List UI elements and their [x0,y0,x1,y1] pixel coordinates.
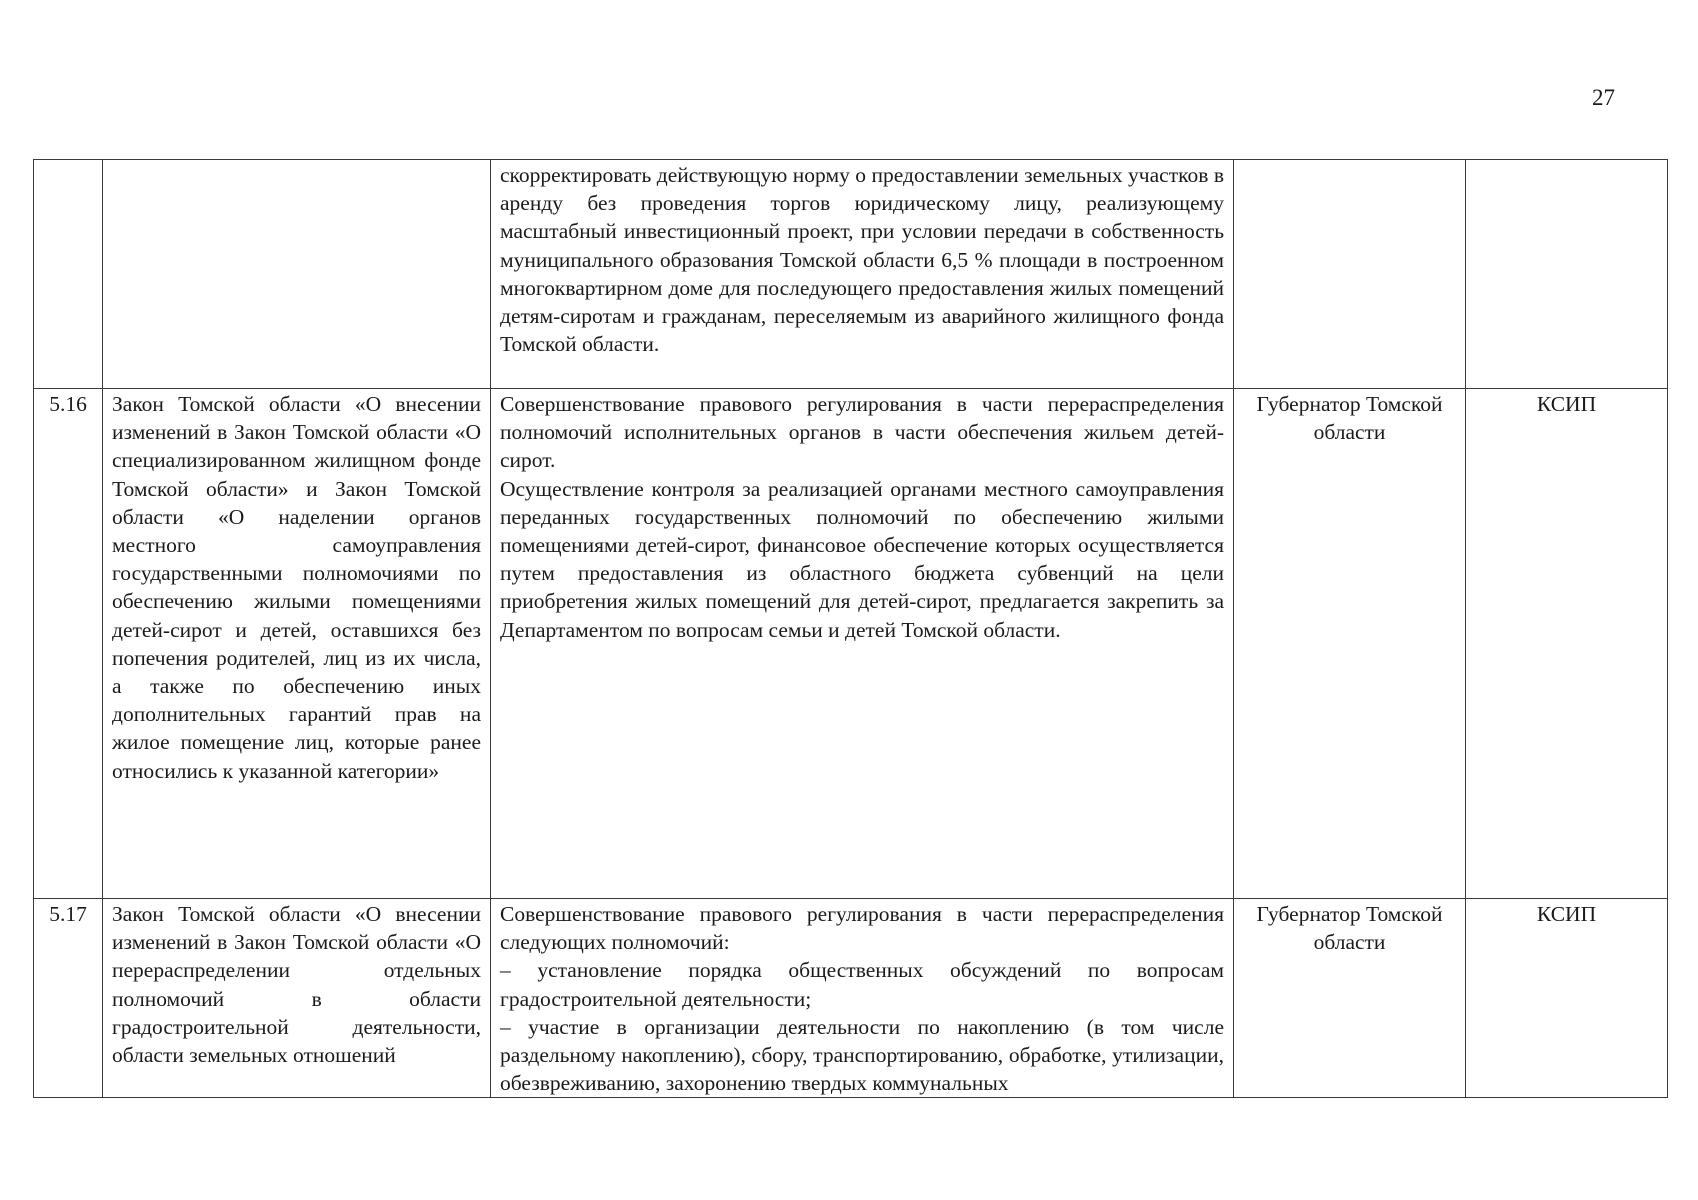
responsible-cell [1234,160,1466,389]
page-number: 27 [1592,85,1615,110]
legal-act-text: Закон Томской области «О внесении изменений в Закон Томской области «О специализированном жилищном фонде Томской области» и Закон Томской области «О наделении органов местного самоуправления государственными полномочиями по обеспечению жилыми помещениями детей-сирот и детей, оставшихся без попечения родителей, лиц из их числа, а также по обеспечению иных дополнительных гарантий прав на жилое помещение лиц, которые ранее относились к указанной категории» [112,392,481,783]
table-row [34,899,1668,1098]
description-paragraph: – участие в организации деятельности по накоплению (в том числе раздельному накоплению), сбору, транспортированию, обработке, утилизации, обезвреживанию, захоронению твердых коммунальных [500,1014,1224,1096]
legal-act-text: Закон Томской области «О внесении изменений в Закон Томской области «О перераспределении отдельных полномочий в области градостроительной деятельности, области земельных отношений [112,902,481,1068]
responsible-cell: Губернатор Томской области [1234,899,1466,1098]
description-cell [491,899,1234,1098]
executor-cell: КСИП [1466,899,1668,1098]
description-paragraph: – установление порядка общественных обсуждений по вопросам градостроительной деятельности; [500,958,1224,1011]
description-paragraph: скорректировать действующую норму о предоставлении земельных участков в аренду без проведения торгов юридическому лицу, реализующему масштабный инвестиционный проект, при условии передачи в собственность муниципального образования Томской области 6,5 % площади в построенном многоквартирном доме для последующего предоставления жилых помещений детям-сиротам и гражданам, переселяемым из аварийного жилищного фонда Томской области. [500,163,1224,357]
legal-act-cell [103,389,491,899]
row-number-cell: 5.16 [34,389,103,899]
legal-act-cell [103,899,491,1098]
description-cell [491,160,1234,389]
executor-cell: КСИП [1466,389,1668,899]
table-row [34,160,1668,389]
description-paragraph: Совершенствование правового регулирования в части перераспределения полномочий исполнительных органов в части обеспечения жильем детей-сирот. [500,392,1224,473]
executor-cell [1466,160,1668,389]
description-paragraph: Осуществление контроля за реализацией органами местного самоуправления переданных государственных полномочий по обеспечению жилыми помещениями детей-сирот, финансовое обеспечение которых осуществляется путем предоставления из областного бюджета субвенций на цели приобретения жилых помещений для детей-сирот, предлагается закрепить за Департаментом по вопросам семьи и детей Томской области. [500,476,1224,642]
row-number-cell [34,160,103,389]
responsible-cell: Губернатор Томской области [1234,389,1466,899]
description-cell [491,389,1234,899]
row-number-cell: 5.17 [34,899,103,1098]
table-row [34,389,1668,899]
legal-act-cell [103,160,491,389]
measures-table [33,159,1668,1098]
description-paragraph: Совершенствование правового регулирования в части перераспределения следующих полномочий: [500,902,1224,955]
